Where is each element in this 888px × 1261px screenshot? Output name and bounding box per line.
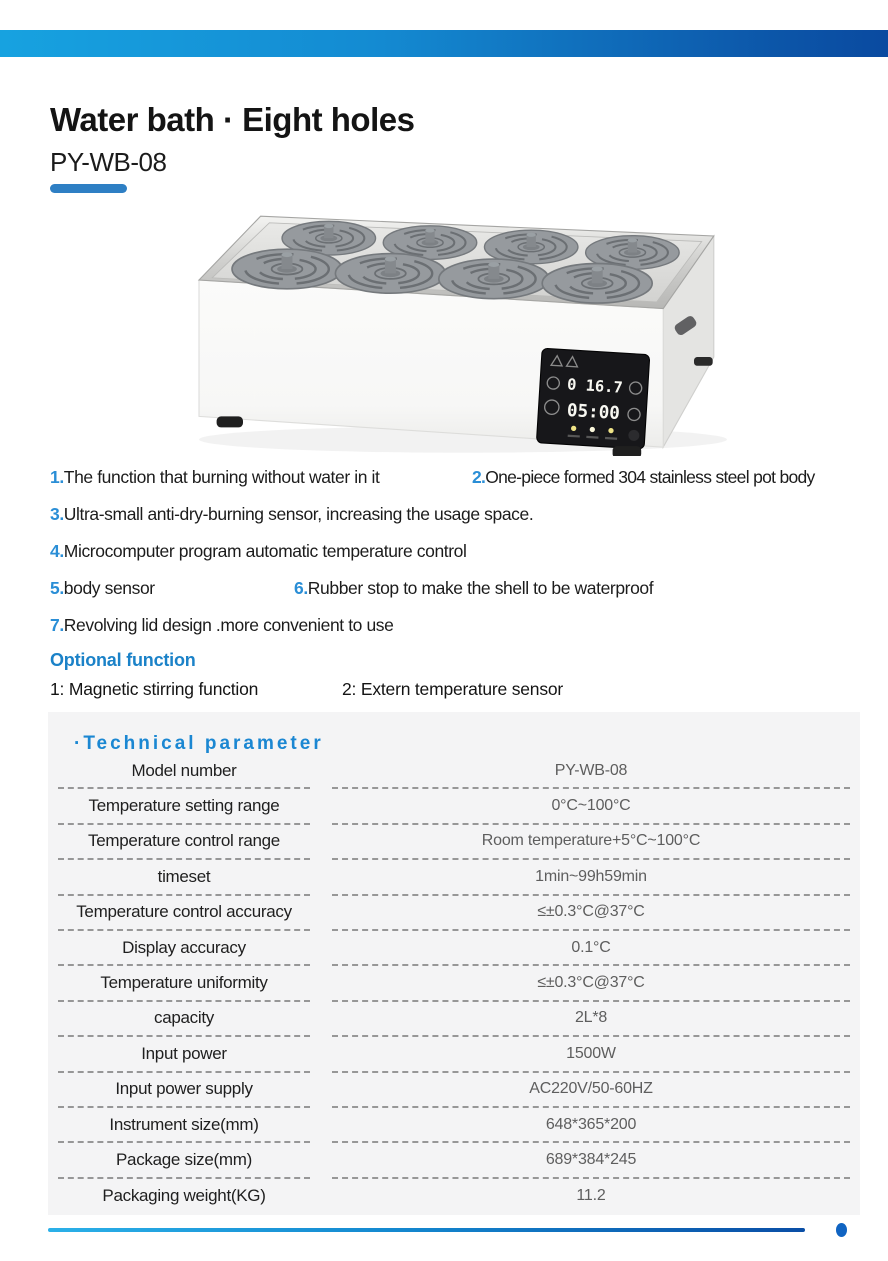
table-row <box>58 1073 850 1108</box>
spec-label: capacity <box>58 1002 310 1037</box>
device-foot <box>217 416 243 427</box>
spec-label: Model number <box>58 754 310 789</box>
spec-value: Room temperature+5°C~100°C <box>332 825 850 860</box>
spec-label: Input power supply <box>58 1073 310 1108</box>
table-row <box>58 1002 850 1037</box>
feature-text: Rubber stop to make the shell to be waterproof <box>307 578 654 598</box>
feature-item-1 <box>50 467 379 488</box>
spec-value: 1500W <box>332 1037 850 1072</box>
spec-label: Instrument size(mm) <box>58 1108 310 1143</box>
feature-item-3 <box>50 504 533 525</box>
spec-value: 2L*8 <box>332 1002 850 1037</box>
feature-text: Ultra-small anti-dry-burning sensor, increasing the usage space. <box>63 504 534 524</box>
spec-value: 11.2 <box>576 1187 606 1205</box>
model-number: PY-WB-08 <box>50 147 167 177</box>
feature-text: Microcomputer program automatic temperature control <box>63 541 467 561</box>
feature-number: 7. <box>50 615 64 635</box>
spec-label: Display accuracy <box>58 931 310 966</box>
table-row <box>58 931 850 966</box>
table-row <box>58 825 850 860</box>
spec-label: timeset <box>58 860 310 895</box>
lid-5 <box>232 249 342 289</box>
control-panel <box>536 348 649 449</box>
spec-label: Packaging weight(KG) <box>102 1186 266 1206</box>
optional-item-1: 1: Magnetic stirring function <box>50 679 259 699</box>
product-image <box>166 192 778 456</box>
water-bath-illustration <box>166 192 778 456</box>
feature-item-7 <box>50 615 393 636</box>
spec-value: 0.1°C <box>332 931 850 966</box>
spec-heading: ·Technical parameter <box>74 733 324 754</box>
optional-function-heading: Optional function <box>50 650 196 670</box>
title-underline <box>50 184 127 193</box>
lid-8 <box>542 264 652 304</box>
table-row <box>58 789 850 824</box>
device-foot <box>613 446 642 456</box>
spec-label: Input power <box>58 1037 310 1072</box>
table-row <box>58 896 850 931</box>
feature-text: body sensor <box>63 578 155 598</box>
feature-text: One-piece formed 304 stainless steel pot body <box>485 467 815 487</box>
header-accent-bar <box>0 30 888 57</box>
spec-panel <box>48 712 860 1215</box>
spec-value: ≤±0.3°C@37°C <box>332 966 850 1001</box>
table-row <box>58 860 850 895</box>
spec-value: 0°C~100°C <box>332 789 850 824</box>
spec-label: Temperature control accuracy <box>58 896 310 931</box>
footer-line <box>48 1228 805 1232</box>
feature-number: 5. <box>50 578 64 598</box>
table-row <box>58 1108 850 1143</box>
lid-6 <box>335 254 445 294</box>
timer-display: 05:00 <box>566 400 621 425</box>
feature-item-2 <box>472 467 815 488</box>
spec-value: 689*384*245 <box>332 1143 850 1178</box>
feature-number: 4. <box>50 541 64 561</box>
spec-table <box>58 754 850 1214</box>
feature-number: 3. <box>50 504 64 524</box>
optional-item-2: 2: Extern temperature sensor <box>342 679 564 699</box>
table-row <box>58 1037 850 1072</box>
spec-label: Temperature control range <box>58 825 310 860</box>
page-title: Water bath · Eight holes <box>50 101 415 138</box>
table-row <box>58 1143 850 1178</box>
spec-value: PY-WB-08 <box>332 754 850 789</box>
feature-text: The function that burning without water in it <box>63 467 380 487</box>
feature-item-4 <box>50 541 466 562</box>
spec-value: 1min~99h59min <box>332 860 850 895</box>
spec-label: Temperature setting range <box>58 789 310 824</box>
feature-number: 2. <box>472 467 486 487</box>
spec-value: 648*365*200 <box>332 1108 850 1143</box>
feature-text: Revolving lid design .more convenient to use <box>63 615 394 635</box>
device-foot <box>694 357 713 366</box>
spec-label: Temperature uniformity <box>58 966 310 1001</box>
feature-item-6 <box>294 578 653 599</box>
spec-value: AC220V/50-60HZ <box>332 1073 850 1108</box>
footer-dot <box>836 1223 847 1237</box>
temperature-display: 0 16.7 <box>566 375 624 397</box>
feature-number: 1. <box>50 467 64 487</box>
table-row <box>58 754 850 789</box>
table-row <box>58 1179 850 1214</box>
feature-item-5 <box>50 578 155 599</box>
spec-value: ≤±0.3°C@37°C <box>332 896 850 931</box>
feature-number: 6. <box>294 578 308 598</box>
spec-label: Package size(mm) <box>58 1143 310 1178</box>
lid-7 <box>439 259 549 299</box>
table-row <box>58 966 850 1001</box>
